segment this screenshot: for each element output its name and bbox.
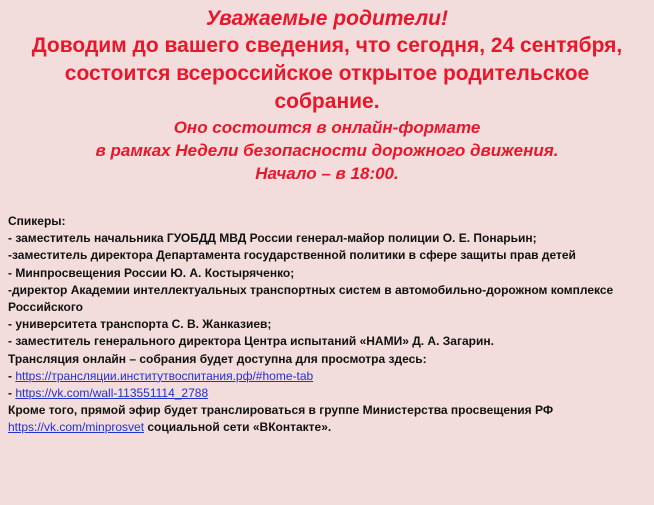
announcement-line-2: состоится всероссийское открытое родительское (64, 62, 590, 85)
broadcast-link-row-1 (8, 368, 648, 385)
speaker-item: - заместитель начальника ГУОБДД МВД России генерал-майор полиции О. Е. Понарьин; (8, 231, 537, 246)
announcement-line-1: Доводим до вашего сведения, что сегодня, 24 сентября, (31, 34, 623, 57)
format-line-1: Оно состоится в онлайн-формате (173, 118, 481, 137)
link-suffix: социальной сети «ВКонтакте». (144, 420, 332, 435)
broadcast-link-row-3 (8, 419, 648, 436)
broadcast-link-institute[interactable]: https://трансляции.институтвоспитания.рф/#home-tab (15, 368, 314, 383)
broadcast-link-vk-minprosvet[interactable]: https://vk.com/minprosvet (8, 420, 145, 435)
broadcast-link-vk-wall[interactable]: https://vk.com/wall-113551114_2788 (15, 386, 209, 401)
announcement-line-3: собрание. (274, 90, 380, 113)
details-block (8, 213, 648, 437)
speaker-item: - Минпросвещения России Ю. А. Костыряченко; (8, 265, 295, 280)
link-prefix: - (8, 368, 16, 383)
broadcast-extra-text: Кроме того, прямой эфир будет транслироваться в группе Министерства просвещения РФ (8, 403, 554, 418)
broadcast-text: Трансляция онлайн – собрания будет доступна для просмотра здесь: (8, 351, 427, 366)
speaker-item: -заместитель директора Департамента государственной политики в сфере защиты прав детей (8, 248, 576, 263)
start-time: Начало – в 18:00. (255, 164, 399, 183)
speakers-heading: Спикеры: (8, 214, 66, 228)
greeting-title: Уважаемые родители! (205, 7, 448, 30)
broadcast-link-row-2 (8, 385, 648, 402)
speaker-item: -директор Академии интеллектуальных транспортных систем в автомобильно-дорожном комплексе Российского (8, 282, 614, 315)
speaker-item: - университета транспорта С. В. Жанказиев; (8, 317, 272, 332)
speaker-item: - заместитель генерального директора Центра испытаний «НАМИ» Д. А. Загарин. (8, 334, 494, 349)
announcement-header (0, 6, 654, 185)
format-line-2: в рамках Недели безопасности дорожного движения. (95, 141, 559, 160)
link-prefix: - (8, 386, 16, 401)
